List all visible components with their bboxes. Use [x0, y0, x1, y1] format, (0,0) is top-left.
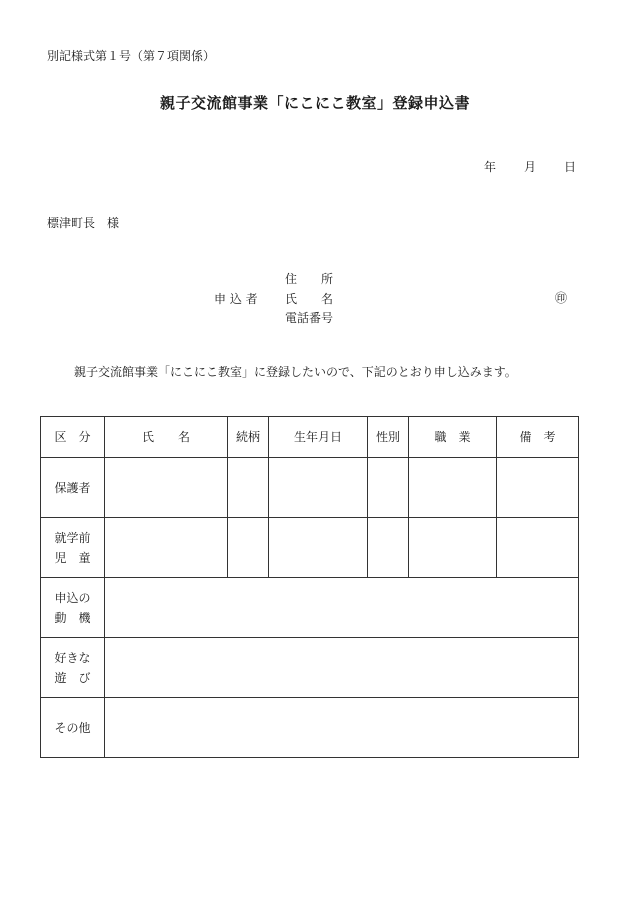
favorite-play-cell[interactable]: [105, 638, 579, 698]
favorite-play-label: [41, 638, 105, 698]
favorite-play-label-line2: 遊 び: [54, 670, 91, 685]
child-name-cell[interactable]: [105, 518, 228, 578]
favorite-play-label-line1: 好きな: [54, 650, 91, 665]
registration-table: [40, 416, 579, 758]
header-category: 区 分: [41, 417, 105, 458]
guardian-gender-cell[interactable]: [368, 458, 409, 518]
form-reference: 別記様式第１号（第７項関係）: [47, 49, 216, 63]
guardian-label: 保護者: [41, 458, 105, 518]
motive-label-line2: 動 機: [54, 610, 91, 625]
guardian-name-cell[interactable]: [105, 458, 228, 518]
document-title: 親子交流館事業「にこにこ教室」登録申込書: [159, 94, 470, 112]
other-cell[interactable]: [105, 698, 579, 758]
guardian-birthdate-cell[interactable]: [269, 458, 368, 518]
child-label-line1: 就学前: [54, 530, 91, 545]
motive-cell[interactable]: [105, 578, 579, 638]
child-birthdate-cell[interactable]: [269, 518, 368, 578]
table-header-row: [41, 417, 579, 458]
header-birthdate: 生年月日: [269, 417, 368, 458]
favorite-play-row: [41, 638, 579, 698]
other-row: [41, 698, 579, 758]
header-name: 氏 名: [105, 417, 228, 458]
header-gender: 性別: [368, 417, 409, 458]
motive-label-line1: 申込の: [54, 590, 91, 605]
request-text: 親子交流館事業「にこにこ教室」に登録したいので、下記のとおり申し込みます。: [74, 365, 517, 379]
child-label: [41, 518, 105, 578]
header-remarks: 備 考: [497, 417, 579, 458]
motive-row: [41, 578, 579, 638]
guardian-relation-cell[interactable]: [228, 458, 269, 518]
seal-mark: ㊞: [555, 291, 568, 305]
child-gender-cell[interactable]: [368, 518, 409, 578]
year-label: 年: [484, 160, 497, 174]
month-label: 月: [524, 160, 537, 174]
header-occupation: 職 業: [409, 417, 497, 458]
motive-label: [41, 578, 105, 638]
phone-label: 電話番号: [285, 311, 334, 325]
addressee: 標津町長 様: [47, 216, 120, 230]
address-label: 住 所: [285, 272, 334, 286]
applicant-label: 申 込 者: [214, 292, 258, 306]
guardian-occupation-cell[interactable]: [409, 458, 497, 518]
day-label: 日: [564, 160, 577, 174]
guardian-row: [41, 458, 579, 518]
child-label-line2: 児 童: [54, 550, 91, 565]
child-occupation-cell[interactable]: [409, 518, 497, 578]
child-remarks-cell[interactable]: [497, 518, 579, 578]
other-label: その他: [41, 698, 105, 758]
child-relation-cell[interactable]: [228, 518, 269, 578]
name-label: 氏 名: [285, 292, 334, 306]
date-row: [484, 158, 576, 175]
child-row: [41, 518, 579, 578]
guardian-remarks-cell[interactable]: [497, 458, 579, 518]
header-relation: 続柄: [228, 417, 269, 458]
